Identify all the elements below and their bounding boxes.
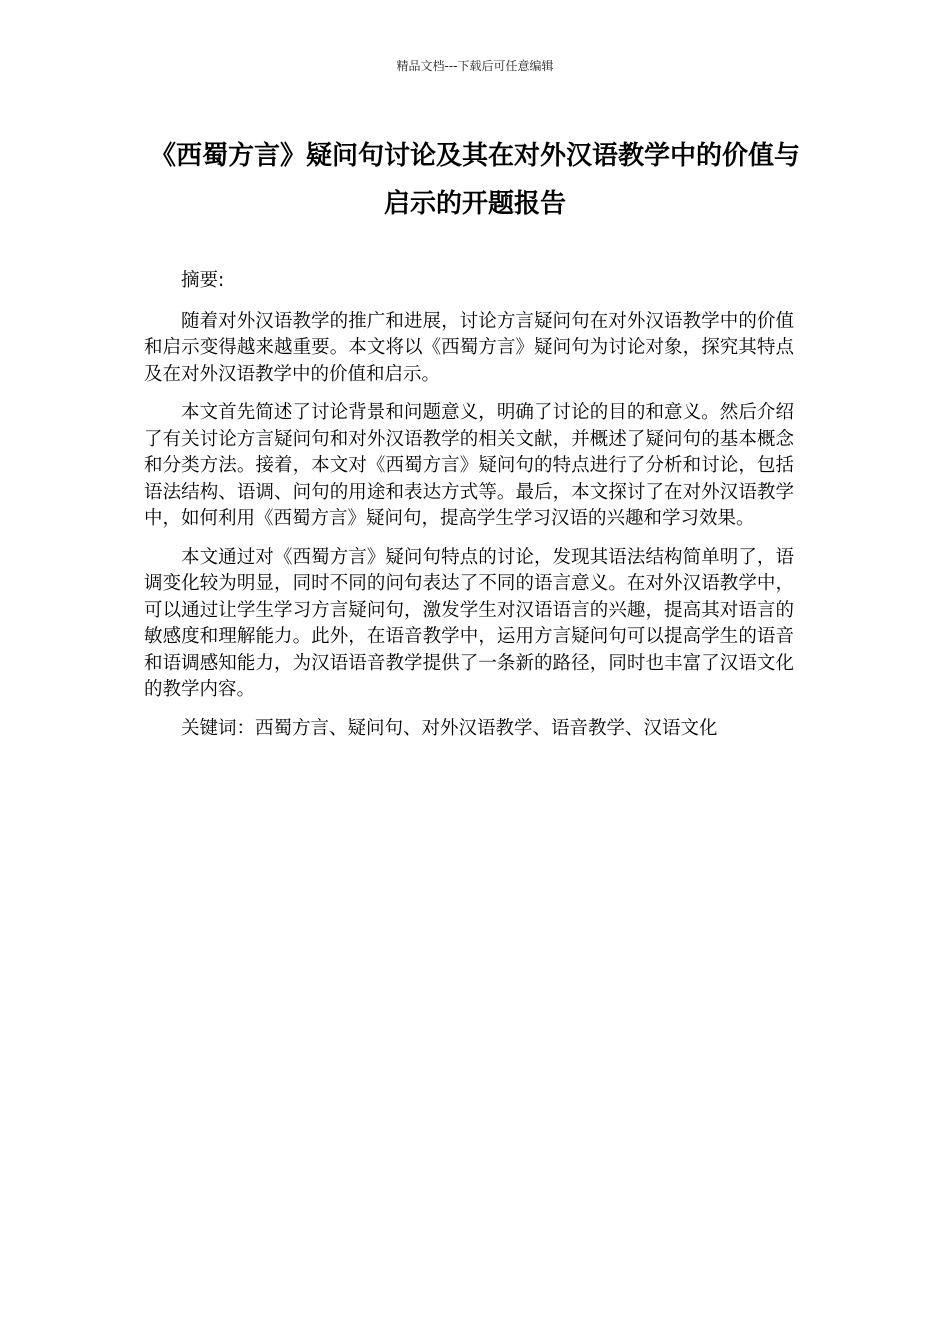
abstract-paragraph-3: 本文通过对《西蜀方言》疑问句特点的讨论，发现其语法结构简单明了，语调变化较为明显，同时不同的问句表达了不同的语言意义。在对外汉语教学中，可以通过让学生学习方言疑问句，激发学生对汉语语言的兴趣，提高其对语言的敏感度和理解能力。此外，在语音教学中，运用方言疑问句可以提高学生的语音和语调感知能力，为汉语语音教学提供了一条新的路径，同时也丰富了汉语文化的教学内容。 bbox=[144, 546, 794, 700]
keywords-line bbox=[144, 716, 794, 743]
keywords-label: 关键词： bbox=[181, 717, 256, 739]
abstract-label: 摘要: bbox=[181, 270, 225, 291]
abstract-section bbox=[144, 268, 794, 754]
document-title: 《西蜀方言》疑问句讨论及其在对外汉语教学中的价值与启示的开题报告 bbox=[149, 141, 800, 219]
keywords-value: 西蜀方言、疑问句、对外汉语教学、语音教学、汉语文化 bbox=[255, 717, 718, 739]
abstract-paragraph-2: 本文首先简述了讨论背景和问题意义，明确了讨论的目的和意义。然后介绍了有关讨论方言疑问句和对外汉语教学的相关文献，并概述了疑问句的基本概念和分类方法。接着，本文对《西蜀方言》疑问句的特点进行了分析和讨论，包括语法结构、语调、问句的用途和表达方式等。最后，本文探讨了在对外汉语教学中，如何利用《西蜀方言》疑问句，提高学生学习汉语的兴趣和学习效果。 bbox=[144, 402, 794, 529]
header-note: 精品文档---下载后可任意编辑 bbox=[396, 59, 554, 73]
abstract-paragraph-1: 随着对外汉语教学的推广和进展，讨论方言疑问句在对外汉语教学中的价值和启示变得越来越重要。本文将以《西蜀方言》疑问句为讨论对象，探究其特点及在对外汉语教学中的价值和启示。 bbox=[144, 310, 794, 385]
